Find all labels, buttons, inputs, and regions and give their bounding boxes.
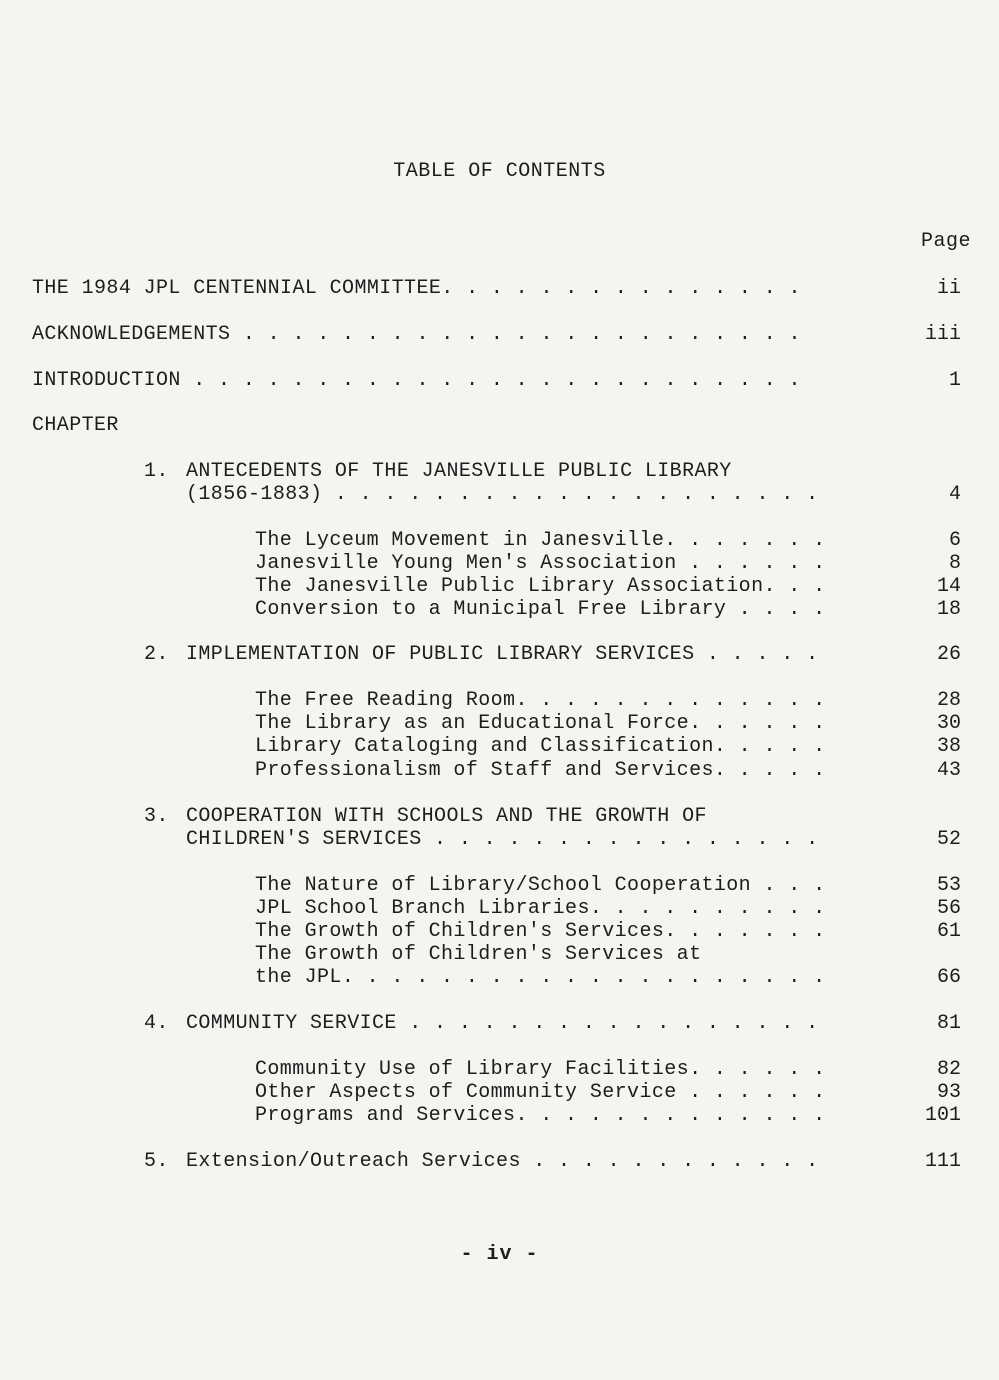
page-column-heading: Page <box>920 230 971 253</box>
toc-page-number: 8 <box>948 552 961 575</box>
toc-page-number: 101 <box>924 1104 961 1127</box>
section-entry: The Janesville Public Library Association. . . <box>255 575 826 598</box>
chapter-title: COOPERATION WITH SCHOOLS AND THE GROWTH OF <box>186 805 707 828</box>
chapter-title: (1856-1883) . . . . . . . . . . . . . . . . . . . . <box>186 483 819 506</box>
toc-entry-acknowledgements: ACKNOWLEDGEMENTS . . . . . . . . . . . . . . . . . . . . . . . <box>32 323 801 346</box>
section-entry: The Lyceum Movement in Janesville. . . . . . . <box>255 529 826 552</box>
toc-page-number: 30 <box>936 712 961 735</box>
section-entry: The Growth of Children's Services at <box>255 943 702 966</box>
toc-page-number: 111 <box>924 1150 961 1173</box>
chapter-title: CHILDREN'S SERVICES . . . . . . . . . . . . . . . . <box>186 828 819 851</box>
toc-page-number: 18 <box>936 598 961 621</box>
toc-page-number: 38 <box>936 735 961 758</box>
toc-page-number: 28 <box>936 689 961 712</box>
chapter-title: Extension/Outreach Services . . . . . . . . . . . . <box>186 1150 819 1173</box>
toc-page-number: 82 <box>936 1058 961 1081</box>
section-entry: Community Use of Library Facilities. . . . . . <box>255 1058 826 1081</box>
toc-page-number: 53 <box>936 874 961 897</box>
section-entry: Programs and Services. . . . . . . . . . . . . <box>255 1104 826 1127</box>
section-entry: Janesville Young Men's Association . . . . . . <box>255 552 826 575</box>
toc-page-number: 26 <box>936 643 961 666</box>
chapter-title: IMPLEMENTATION OF PUBLIC LIBRARY SERVICES . . . . . <box>186 643 819 666</box>
section-entry: the JPL. . . . . . . . . . . . . . . . . . . . <box>255 966 826 989</box>
chapter-number: 1. <box>144 460 169 483</box>
toc-page-number: 56 <box>936 897 961 920</box>
chapter-number: 4. <box>144 1012 169 1035</box>
section-entry: The Library as an Educational Force. . . . . . <box>255 712 826 735</box>
toc-entry-introduction: INTRODUCTION . . . . . . . . . . . . . . . . . . . . . . . . . <box>32 369 801 392</box>
toc-page-number: 61 <box>936 920 961 943</box>
section-entry: Conversion to a Municipal Free Library . . . . <box>255 598 826 621</box>
chapter-label: CHAPTER <box>32 414 119 437</box>
toc-page-number: 66 <box>936 966 961 989</box>
chapter-number: 2. <box>144 643 169 666</box>
toc-page-number: iii <box>924 323 961 346</box>
chapter-number: 5. <box>144 1150 169 1173</box>
section-entry: The Free Reading Room. . . . . . . . . . . . . <box>255 689 826 712</box>
page-number-footer: - iv - <box>460 1243 539 1266</box>
toc-page-number: 4 <box>948 483 961 506</box>
chapter-number: 3. <box>144 805 169 828</box>
section-entry: Professionalism of Staff and Services. . . . . <box>255 759 826 782</box>
section-entry: The Nature of Library/School Cooperation . . . <box>255 874 826 897</box>
toc-page-number: 1 <box>948 369 961 392</box>
section-entry: JPL School Branch Libraries. . . . . . . . . . <box>255 897 826 920</box>
toc-page-number: 43 <box>936 759 961 782</box>
chapter-title: ANTECEDENTS OF THE JANESVILLE PUBLIC LIBRARY <box>186 460 732 483</box>
toc-page-number: 93 <box>936 1081 961 1104</box>
toc-page-number: 81 <box>936 1012 961 1035</box>
section-entry: Other Aspects of Community Service . . . . . . <box>255 1081 826 1104</box>
toc-page-number: 52 <box>936 828 961 851</box>
section-entry: Library Cataloging and Classification. . . . . <box>255 735 826 758</box>
toc-page-number: ii <box>936 277 961 300</box>
chapter-title: COMMUNITY SERVICE . . . . . . . . . . . . . . . . . <box>186 1012 819 1035</box>
toc-page-number: 6 <box>948 529 961 552</box>
page-title: TABLE OF CONTENTS <box>393 160 606 183</box>
section-entry: The Growth of Children's Services. . . . . . . <box>255 920 826 943</box>
toc-entry-committee: THE 1984 JPL CENTENNIAL COMMITTEE. . . . . . . . . . . . . . . <box>32 277 801 300</box>
toc-page-number: 14 <box>936 575 961 598</box>
